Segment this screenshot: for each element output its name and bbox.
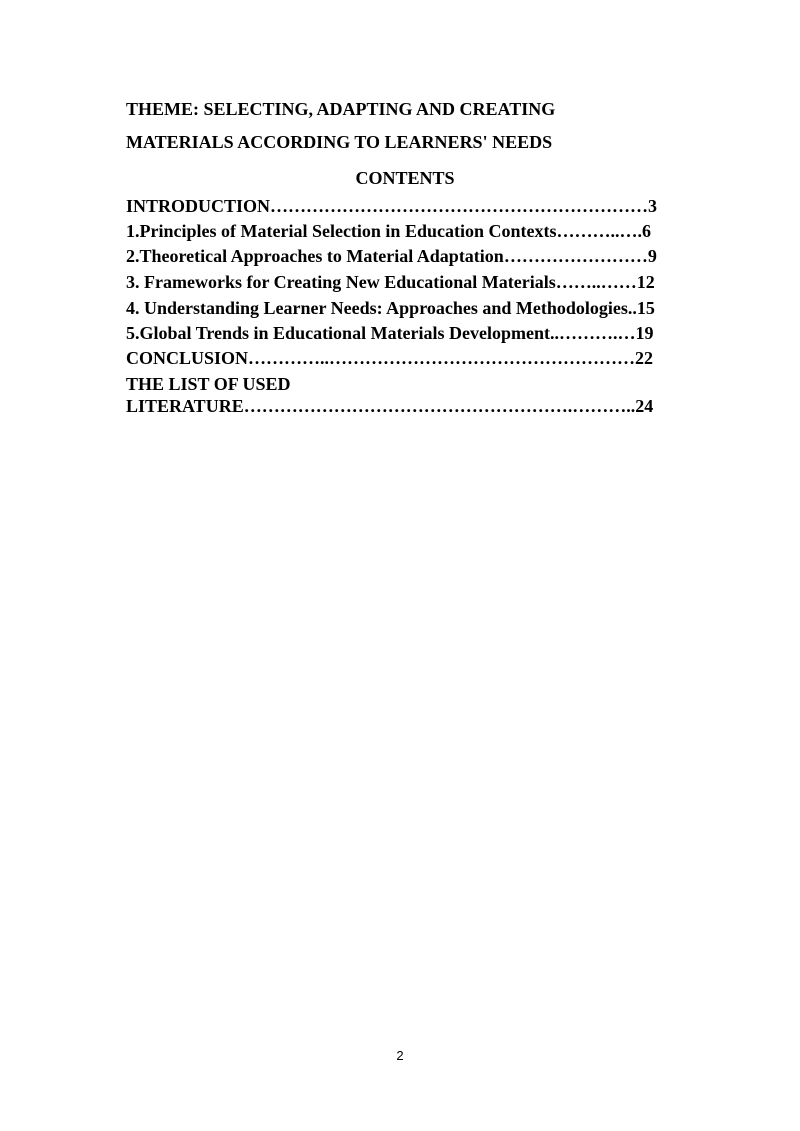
page-number: 2 (396, 1048, 404, 1063)
toc-entry-chapter-3: 3. Frameworks for Creating New Educational Materials……..……12 (126, 272, 655, 292)
toc-entry-conclusion: CONCLUSION…………..……………………………………………22 (126, 348, 654, 368)
contents-heading: CONTENTS (355, 168, 455, 188)
theme-title-line-1: THEME: SELECTING, ADAPTING AND CREATING (126, 99, 556, 119)
toc-entry-literature-line-2: LITERATURE……………………………………………….………..24 (126, 396, 654, 416)
toc-entry-introduction: INTRODUCTION………………………………………………………3 (126, 196, 658, 216)
toc-entry-chapter-2: 2.Theoretical Approaches to Material Adaptation……………………9 (126, 246, 657, 266)
toc-entry-chapter-5: 5.Global Trends in Educational Materials Development..……….…19 (126, 323, 654, 343)
theme-title-line-2: MATERIALS ACCORDING TO LEARNERS' NEEDS (126, 132, 553, 152)
toc-entry-literature-line-1: THE LIST OF USED (126, 374, 291, 394)
toc-entry-chapter-1: 1.Principles of Material Selection in Education Contexts………..….6 (126, 221, 651, 241)
toc-entry-chapter-4: 4. Understanding Learner Needs: Approaches and Methodologies..15 (126, 298, 655, 318)
